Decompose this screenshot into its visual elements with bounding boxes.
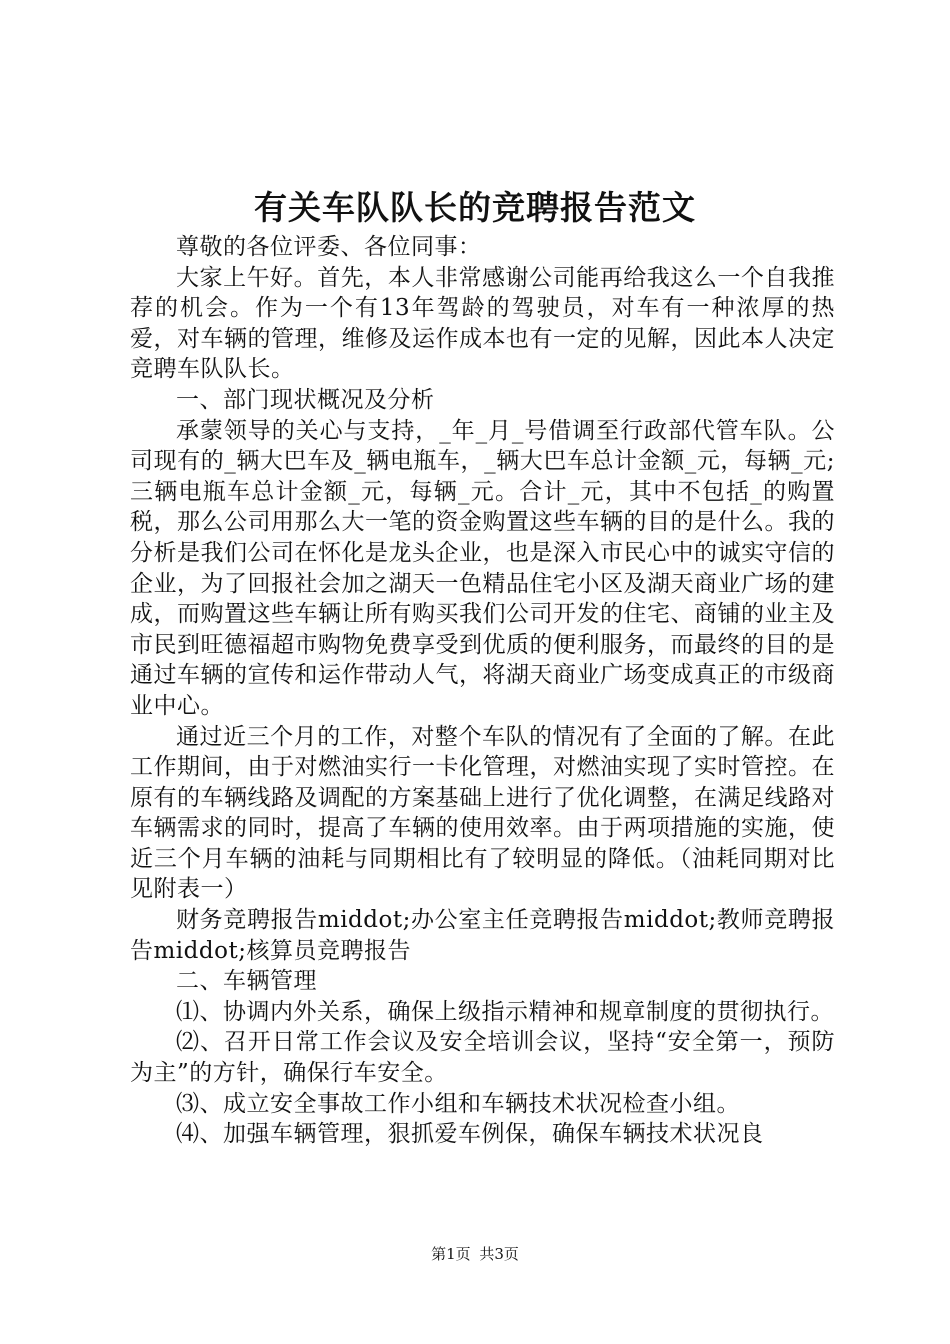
paragraph-work-review: 通过近三个月的工作，对整个车队的情况有了全面的了解。在此工作期间，由于对燃油实行一卡化管理，对燃油实现了实时管控。在原有的车辆线路及调配的方案基础上进行了优化调整，在满足线路对车辆需求的同时，提高了车辆的使用效率。由于两项措施的实施，使近三个月车辆的油耗与同期相比有了较明显的降低。（油耗同期对比见附表一） (130, 723, 835, 903)
list-item-2: ⑵、召开日常工作会议及安全培训会议，坚持“安全第一，预防为主”的方针，确保行车安全。 (130, 1029, 835, 1087)
paragraph-intro: 大家上午好。首先，本人非常感谢公司能再给我这么一个自我推荐的机会。作为一个有13年驾龄的驾驶员，对车有一种浓厚的热爱，对车辆的管理，维修及运作成本也有一定的见解，因此本人决定竞聘车队队长。 (130, 264, 835, 383)
paragraph-analysis: 承蒙领导的关心与支持，_年_月_号借调至行政部代管车队。公司现有的_辆大巴车及_辆电瓶车，_辆大巴车总计金额_元，每辆_元;三辆电瓶车总计金额_元，每辆_元。合计_元，其中不包括_的购置税，那么公司用那么大一笔的资金购置这些车辆的目的是什么。我的分析是我们公司在怀化是龙头企业，也是深入市民心中的诚实守信的企业，为了回报社会加之湖天一色精品住宅小区及湖天商业广场的建成，而购置这些车辆让所有购买我们公司开发的住宅、商铺的业主及市民到旺德福超市购物免费享受到优质的便利服务，而最终的目的是通过车辆的宣传和运作带动人气，将湖天商业广场变成真正的市级商业中心。 (130, 417, 835, 719)
section-heading-1: 一、部门现状概况及分析 (176, 386, 435, 413)
salutation: 尊敬的各位评委、各位同事： (176, 234, 482, 260)
document-body (130, 232, 835, 1150)
page-number: 第1页 (431, 1245, 471, 1263)
list-item-4: ⑷、加强车辆管理，狠抓爱车例保，确保车辆技术状况良 (176, 1121, 764, 1148)
related-links-text: 财务竞聘报告middot;办公室主任竞聘报告middot;教师竞聘报告middot;核算员竞聘报告 (130, 907, 835, 964)
document-title: 有关车队队长的竞聘报告范文 (254, 188, 696, 227)
list-item-3: ⑶、成立安全事故工作小组和车辆技术状况检查小组。 (176, 1090, 740, 1117)
page-footer (0, 1244, 950, 1264)
list-item-1: ⑴、协调内外关系，确保上级指示精神和规章制度的贯彻执行。 (176, 998, 834, 1025)
total-pages: 共3页 (479, 1245, 519, 1263)
section-heading-2: 二、车辆管理 (176, 968, 317, 995)
